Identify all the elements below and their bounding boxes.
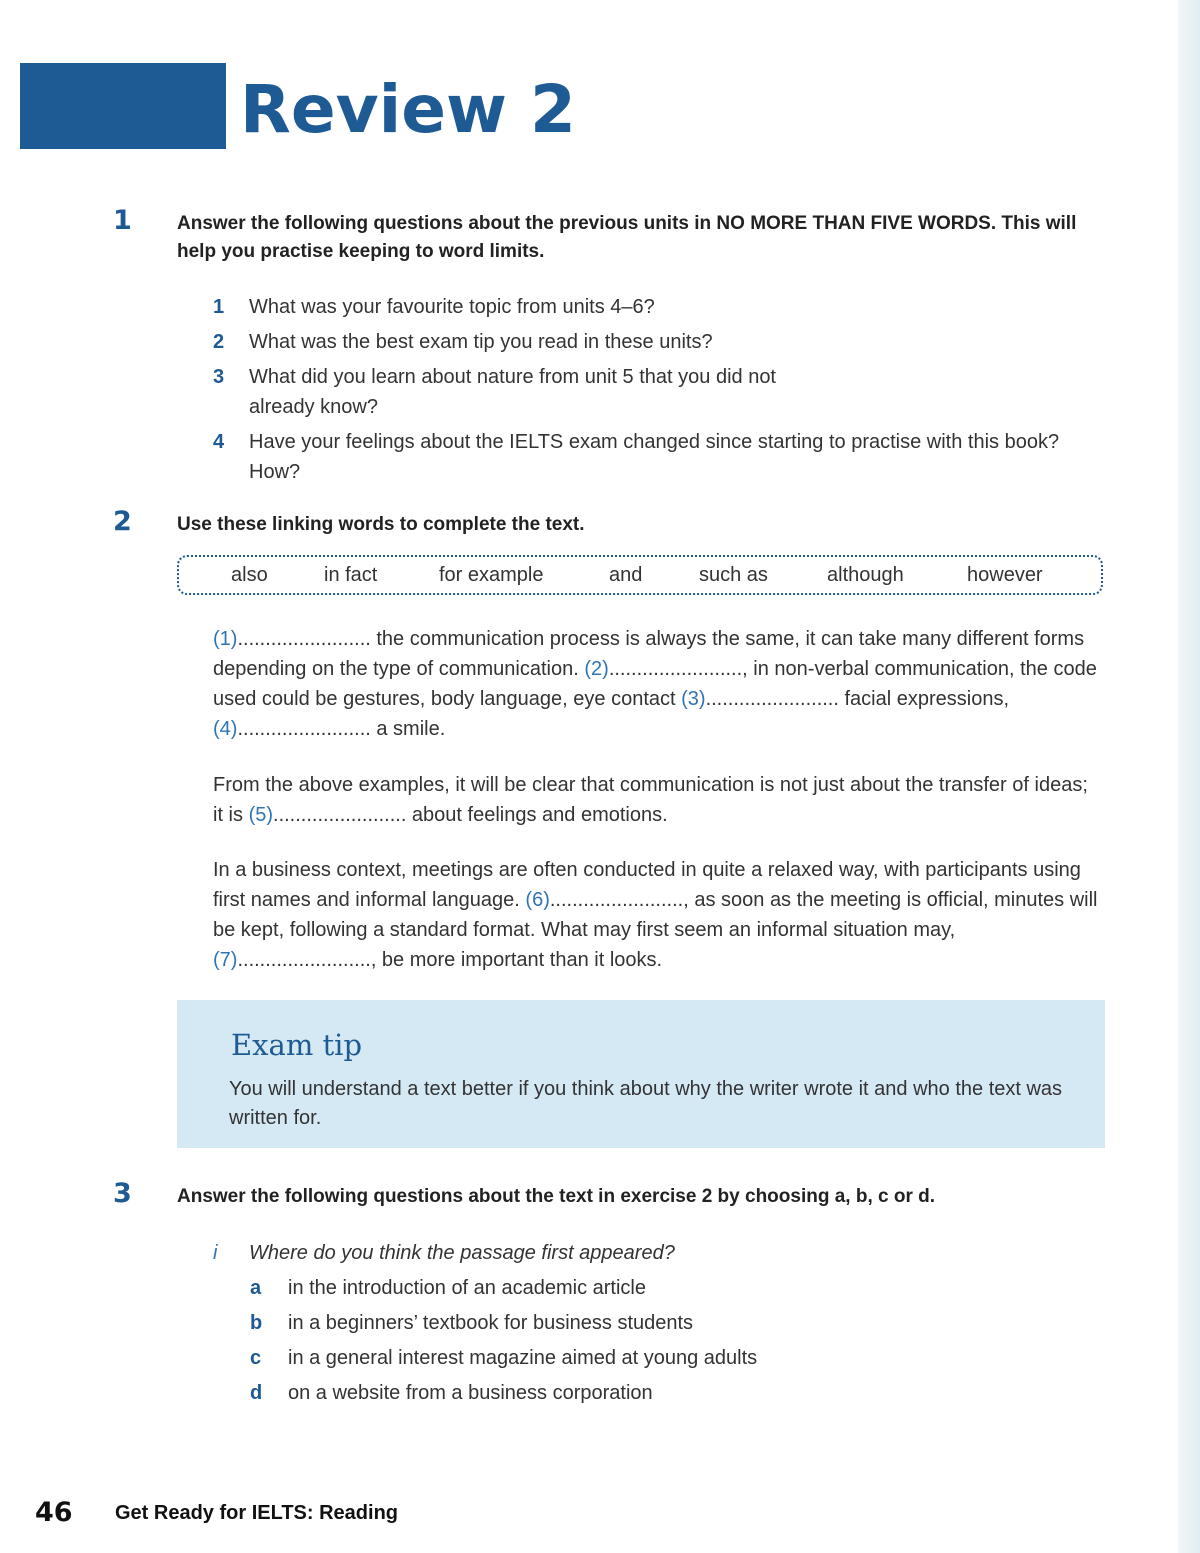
linking-words-box [177, 555, 1103, 595]
option-letter: a [250, 1277, 262, 1299]
gap-number: (3) [681, 688, 706, 710]
answer-option[interactable] [250, 1378, 757, 1408]
sub-question-text: Where do you think the passage first appeared? [249, 1242, 675, 1264]
gap-blank[interactable]: ........................ [549, 889, 684, 911]
option-text: in a beginners’ textbook for business students [288, 1312, 694, 1334]
exercise-3-sub-question [213, 1238, 675, 1268]
gap-number: (2) [584, 658, 609, 680]
linking-word: however [967, 564, 1043, 586]
paragraph-text: From the above examples, it will be clear that communication is not just about the transfer of ideas; it is [213, 774, 1088, 826]
exercise-3-number: 3 [113, 1178, 132, 1209]
gap-number: (4) [213, 718, 238, 740]
page-number: 46 [35, 1497, 73, 1528]
exam-tip-box [177, 1000, 1105, 1148]
question-text: Have your feelings about the IELTS exam changed since starting to practise with this book? How? [249, 431, 1060, 483]
title-color-block [20, 63, 226, 149]
sub-question-number: i [213, 1242, 218, 1264]
gap-blank[interactable]: ........................ [608, 658, 743, 680]
paragraph-text: facial expressions, [838, 688, 1009, 710]
answer-option[interactable] [250, 1343, 757, 1373]
question-number: 3 [213, 366, 225, 388]
option-letter: b [250, 1312, 263, 1334]
gap-blank[interactable]: ........................ [237, 628, 371, 650]
question-item [213, 292, 1093, 322]
gap-fill-paragraph-3 [213, 855, 1098, 975]
linking-word: such as [699, 564, 768, 586]
gap-blank[interactable]: ........................ [237, 718, 371, 740]
option-text: in a general interest magazine aimed at young adults [288, 1347, 758, 1369]
exercise-2-instruction: Use these linking words to complete the text. [177, 514, 585, 535]
linking-word: although [827, 564, 904, 586]
gap-fill-paragraph-2 [213, 770, 1098, 830]
paragraph-text: , be more important than it looks. [370, 949, 663, 971]
option-letter: c [250, 1347, 262, 1369]
gap-blank[interactable]: ........................ [705, 688, 839, 710]
answer-option[interactable] [250, 1308, 757, 1338]
exercise-1-question-list [213, 292, 1093, 492]
book-title: Get Ready for IELTS: Reading [115, 1502, 398, 1524]
paragraph-text: about feelings and emotions. [406, 804, 668, 826]
exercise-1-instruction: Answer the following questions about the previous units in NO MORE THAN FIVE WORDS. This will help you practise keeping to word limits. [177, 213, 1077, 262]
question-item [213, 327, 1093, 357]
exercise-2-number: 2 [113, 506, 132, 537]
gap-number: (6) [525, 889, 550, 911]
gap-fill-paragraph-1 [213, 624, 1098, 744]
paragraph-text: , in non-verbal communication, the code used could be gestures, body language, eye contact [213, 658, 1097, 710]
exam-tip-title: Exam tip [231, 1028, 363, 1062]
linking-word: for example [439, 564, 544, 586]
paragraph-text: , as soon as the meeting is official, minutes will be kept, following a standard format. What may first seem an informal situation may, [213, 889, 1098, 941]
question-text: What was the best exam tip you read in these units? [249, 331, 713, 353]
gap-number: (7) [213, 949, 238, 971]
paragraph-text: In a business context, meetings are often conducted in quite a relaxed way, with participants using first names and informal language. [213, 859, 1081, 911]
option-text: on a website from a business corporation [288, 1382, 653, 1404]
page-title: Review 2 [240, 71, 576, 148]
question-text: What was your favourite topic from units 4–6? [249, 296, 655, 318]
exercise-3-instruction: Answer the following questions about the text in exercise 2 by choosing a, b, c or d. [177, 1186, 936, 1207]
linking-word: and [609, 564, 643, 586]
paragraph-text: a smile. [370, 718, 446, 740]
gap-number: (5) [248, 804, 274, 826]
question-number: 4 [213, 431, 225, 453]
gap-blank[interactable]: ........................ [273, 804, 407, 826]
exercise-1-number: 1 [113, 205, 132, 236]
question-item [213, 362, 809, 422]
paragraph-text: the communication process is always the same, it can take many different forms depending on the type of communication. [213, 628, 1085, 680]
question-number: 1 [213, 296, 225, 318]
gap-blank[interactable]: ........................ [237, 949, 371, 971]
question-item [213, 427, 1093, 487]
option-letter: d [250, 1382, 263, 1404]
answer-options [250, 1273, 757, 1413]
answer-option[interactable] [250, 1273, 757, 1303]
gap-number: (1) [213, 628, 238, 650]
exam-tip-text: You will understand a text better if you think about why the writer wrote it and who the text was written for. [229, 1078, 1063, 1129]
question-text: What did you learn about nature from unit 5 that you did not already know? [249, 366, 776, 418]
linking-word: in fact [324, 564, 378, 586]
question-number: 2 [213, 331, 225, 353]
linking-word: also [231, 564, 268, 586]
page-edge-shadow [1178, 0, 1200, 1553]
option-text: in the introduction of an academic article [288, 1277, 646, 1299]
